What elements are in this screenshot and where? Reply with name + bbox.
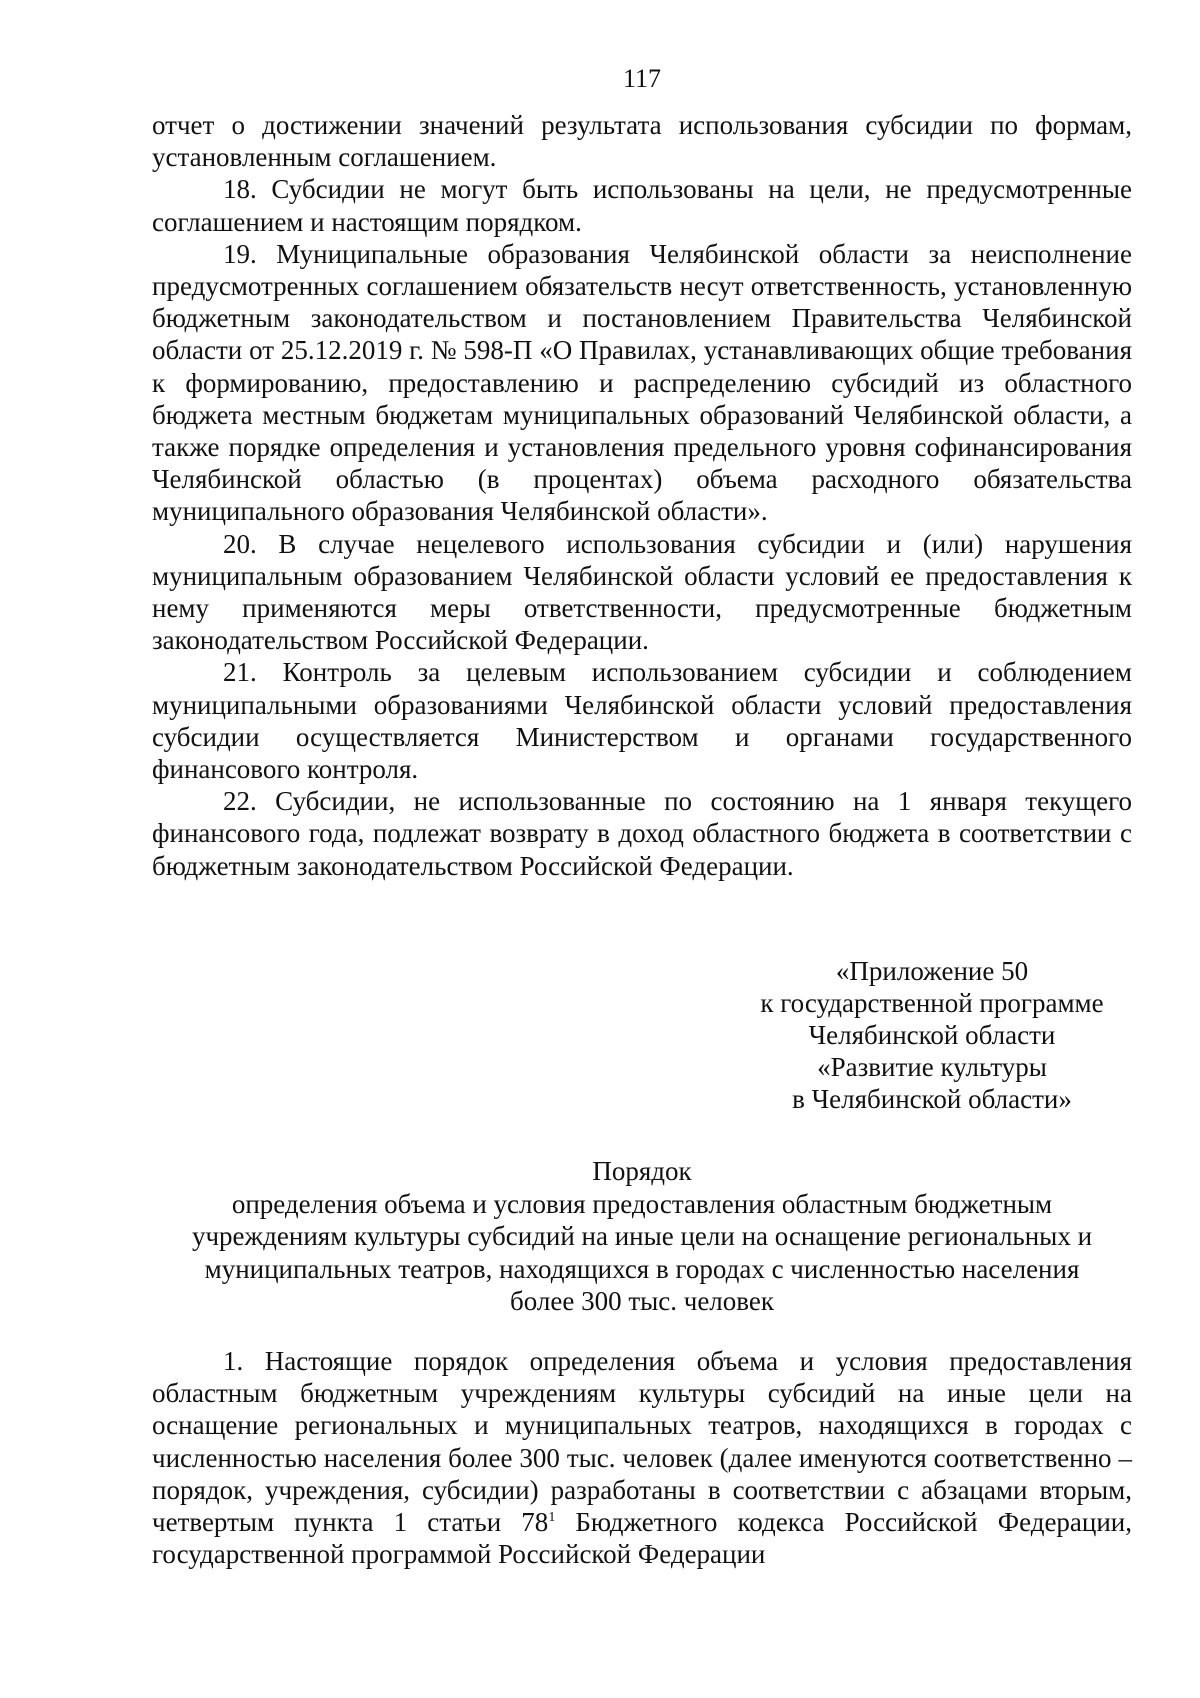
paragraph-1: [152, 1345, 1132, 1570]
paragraph-1-text-cont: Бюджетного кодекса Российской Федерации, государственной программой Российской Федерации: [152, 1507, 1133, 1570]
paragraph-22: 22. Субсидии, не использованные по состоянию на 1 января текущего финансового года, подлежат возврату в доход областного бюджета в соответствии с бюджетным законодательством Российской Федерации.: [152, 786, 1132, 881]
order-subtitle-line: определения объема и условия предоставления областным бюджетным: [231, 1188, 1053, 1219]
paragraph-20: 20. В случае нецелевого использования субсидии и (или) нарушения муниципальным образованием Челябинской области условий ее предоставления к нему применяются меры ответственности, предусмотренные бюджетным законодательством Российской Федерации.: [152, 528, 1132, 656]
order-subtitle-line: учреждениям культуры субсидий на иные цели на оснащение региональных и: [191, 1221, 1093, 1251]
paragraph-list: [152, 109, 1132, 882]
superscript-mark: 1: [548, 1510, 556, 1526]
paragraph-18: 18. Субсидии не могут быть использованы на цели, не предусмотренные соглашением и настоящим порядком.: [152, 174, 1132, 237]
paragraph-21: 21. Контроль за целевым использованием субсидии и соблюдением муниципальными образованиями Челябинской области условий предоставления субсидии осуществляется Министерством и органами государственного финансового контроля.: [152, 657, 1132, 785]
appendix-line: «Развитие культуры: [817, 1052, 1047, 1082]
order-title: Порядок: [592, 1156, 692, 1186]
page-number: 117: [622, 64, 662, 93]
order-subtitle-line: муниципальных театров, находящихся в городах с численностью населения: [204, 1253, 1080, 1284]
paragraph-1-text: 1. Настоящие порядок определения объема и условия предоставления областным бюджетным учреждениям культуры субсидий на иные цели на оснащение региональных и муниципальных театров, находящихся в городах с численностью населения более 300 тыс. человек (далее именуются соответственно – порядок, учреждения, субсидии) разработаны в соответствии с абзацами вторым, четвертым пункта 1 статьи 78: [152, 1346, 1132, 1538]
appendix-header: [742, 955, 1122, 1115]
order-subtitle-line: более 300 тыс. человек: [510, 1286, 774, 1316]
appendix-line: к государственной программе: [760, 988, 1104, 1018]
appendix-line: Челябинской области: [808, 1020, 1056, 1050]
appendix-line: «Приложение 50: [835, 956, 1029, 986]
paragraph-continuation: отчет о достижении значений результата использования субсидии по формам, установленным соглашением.: [152, 110, 1132, 173]
order-body: [152, 1345, 1132, 1570]
order-title-block: [152, 1155, 1132, 1318]
paragraph-19: 19. Муниципальные образования Челябинской области за неисполнение предусмотренных соглашением обязательств несут ответственность, установленную бюджетным законодательством и постановлением Правительства Челябинской области от 25.12.2019 г. № 598-П «О Правилах, устанавливающих общие требования к формированию, предоставлению и распределению субсидий из областного бюджета местным бюджетам муниципальных образований Челябинской области, а также порядке определения и установления предельного уровня софинансирования Челябинской областью (в процентах) объема расходного обязательства муниципального образования Челябинской области».: [152, 238, 1132, 527]
appendix-line: в Челябинской области»: [792, 1084, 1072, 1114]
